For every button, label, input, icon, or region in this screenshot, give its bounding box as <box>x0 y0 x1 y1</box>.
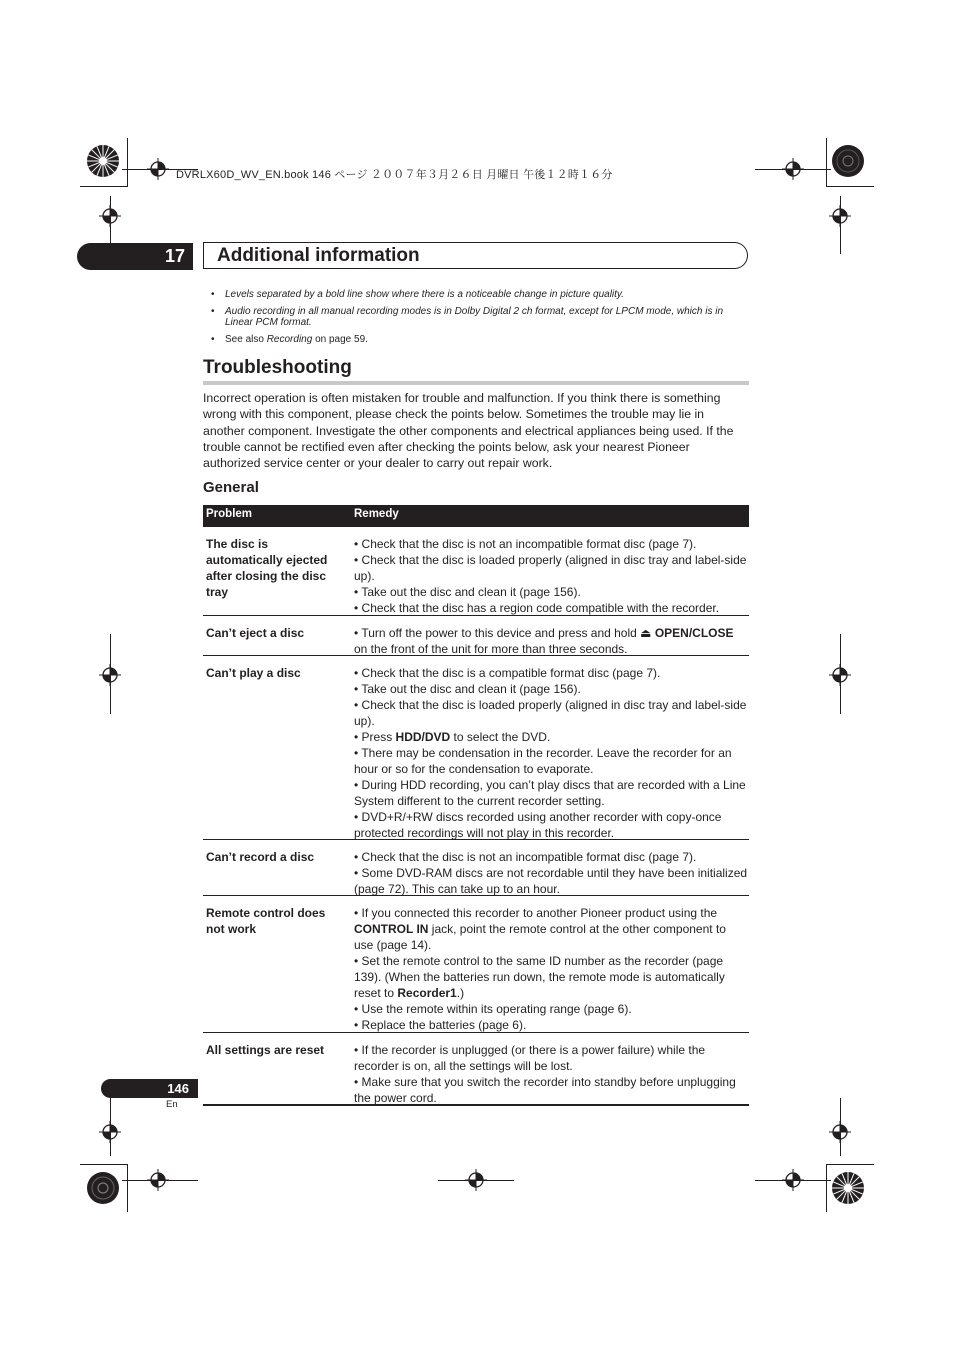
hdd-dvd-label: HDD/DVD <box>395 730 451 744</box>
remedy-item <box>354 729 748 745</box>
remedy-text: jack, point the remote control at the other component to use (page 14). <box>354 922 726 952</box>
section-title: Troubleshooting <box>203 357 352 378</box>
table-row <box>203 1033 749 1106</box>
registration-mark-icon <box>99 664 121 686</box>
remedy-text: to select the DVD. <box>450 730 551 744</box>
section-rule <box>203 381 749 385</box>
registration-mark-icon <box>829 664 851 686</box>
open-close-label: ⏏ OPEN/CLOSE <box>640 626 734 640</box>
table-row <box>203 527 749 616</box>
table-row <box>203 896 749 1033</box>
remedy-cell <box>354 905 748 1033</box>
remedy-item: • There may be condensation in the recorder. Leave the recorder for an hour or so for the condensation to evaporate. <box>354 746 732 776</box>
note-bullet: • <box>211 333 215 345</box>
note-text: Audio recording in all manual recording modes is in Dolby Digital 2 ch format, except for LPCM mode, which is in Linear PCM format. <box>225 305 724 328</box>
note-link-recording[interactable]: Recording <box>266 333 313 345</box>
remedy-text: • If you connected this recorder to another Pioneer product using the <box>354 906 718 920</box>
remedy-item: • Some DVD-RAM discs are not recordable until they have been initialized (page 72). This can take up to an hour. <box>354 866 748 896</box>
remedy-item <box>354 953 748 1001</box>
note-bullet: • <box>211 289 215 300</box>
chapter-number: 17 <box>77 243 193 270</box>
chapter-title: Additional information <box>217 245 420 266</box>
problem-cell: All settings are reset <box>206 1043 325 1057</box>
header-problem: Problem <box>206 508 253 520</box>
remedy-item: • Take out the disc and clean it (page 156). <box>354 585 581 599</box>
starburst-mark-icon <box>831 1171 865 1205</box>
intro-paragraph: Incorrect operation is often mistaken for trouble and malfunction. If you think there is something wrong with this component, please check the points below. Sometimes the trouble may lie in another component. Investigate the other components and electrical appliances being used. If the trouble cannot be rectified even after checking the points below, ask your nearest Pioneer authorized service center or your dealer to carry out repair work. <box>203 391 734 471</box>
remedy-cell <box>354 665 748 841</box>
remedy-item: • Replace the batteries (page 6). <box>354 1018 527 1032</box>
note-item <box>211 306 751 329</box>
note-text-post: on page 59. <box>312 333 368 345</box>
remedy-text: • Set the remote control to the same ID number as the recorder (page 139). (When the batteries run down, the remote mode is automatically reset to <box>354 954 725 1000</box>
remedy-item: • Use the remote within its operating range (page 6). <box>354 1002 632 1016</box>
remedy-item: • Check that the disc has a region code compatible with the recorder. <box>354 601 720 615</box>
remedy-item: • Check that the disc is loaded properly (aligned in disc tray and label-side up). <box>354 553 747 583</box>
note-text: Levels separated by a bold line show where there is a noticeable change in picture quality. <box>225 289 624 300</box>
table-row <box>203 616 749 656</box>
remedy-text: on the front of the unit for more than three seconds. <box>354 642 628 656</box>
remedy-text: • Press <box>354 730 396 744</box>
registration-mark-icon <box>829 1121 851 1143</box>
remedy-item: • If the recorder is unplugged (or there is a power failure) while the recorder is on, all the settings will be lost. <box>354 1043 706 1073</box>
control-in-label: CONTROL IN <box>354 922 429 936</box>
problem-cell: The disc is automatically ejected after closing the disc tray <box>206 537 328 599</box>
note-text-pre: See also <box>225 333 267 345</box>
remedy-cell <box>354 849 748 897</box>
remedy-text: • Turn off the power to this device and press and hold <box>354 626 641 640</box>
registration-mark-icon <box>99 205 121 227</box>
starburst-mark-icon <box>86 144 120 178</box>
remedy-cell <box>354 1042 748 1106</box>
registration-mark-icon <box>829 205 851 227</box>
subsection-title: General <box>203 479 259 496</box>
starburst-mark-icon <box>86 1171 120 1205</box>
recorder1-label: Recorder1 <box>397 986 457 1000</box>
table-header <box>203 505 749 527</box>
remedy-item: • Take out the disc and clean it (page 156). <box>354 682 581 696</box>
remedy-text: .) <box>456 986 465 1000</box>
remedy-cell <box>354 625 748 657</box>
notes-list <box>211 289 751 350</box>
page-number: 146 <box>101 1079 198 1098</box>
note-item <box>211 289 751 301</box>
header-remedy: Remedy <box>354 508 399 520</box>
remedy-item: • Check that the disc is not an incompatible format disc (page 7). <box>354 850 697 864</box>
remedy-item <box>354 905 748 953</box>
note-bullet: • <box>211 305 215 317</box>
problem-cell: Can’t play a disc <box>206 666 301 680</box>
problem-cell: Can’t eject a disc <box>206 626 305 640</box>
remedy-item: • Make sure that you switch the recorder into standby before unplugging the power cord. <box>354 1075 736 1105</box>
problem-cell: Can’t record a disc <box>206 850 315 864</box>
registration-mark-icon <box>99 1121 121 1143</box>
circle-mark-icon <box>831 144 865 178</box>
remedy-item: • During HDD recording, you can’t play discs that are recorded with a Line System different to the current recorder setting. <box>354 778 746 808</box>
remedy-item <box>354 625 748 657</box>
remedy-item: • Check that the disc is not an incompatible format disc (page 7). <box>354 537 697 551</box>
remedy-cell <box>354 536 748 616</box>
troubleshooting-table <box>203 505 749 1106</box>
page-language: En <box>166 1099 178 1110</box>
remedy-item: • Check that the disc is loaded properly (aligned in disc tray and label-side up). <box>354 698 747 728</box>
remedy-item: • Check that the disc is a compatible format disc (page 7). <box>354 666 661 680</box>
note-item <box>211 334 751 346</box>
table-row <box>203 656 749 840</box>
table-row <box>203 840 749 896</box>
problem-cell: Remote control does not work <box>206 906 326 936</box>
remedy-item: • DVD+R/+RW discs recorded using another recorder with copy-once protected recordings will not play in this recorder. <box>354 810 722 840</box>
file-header: DVRLX60D_WV_EN.book 146 ページ ２００７年３月２６日 月曜日 午後１２時１６分 <box>176 169 613 181</box>
